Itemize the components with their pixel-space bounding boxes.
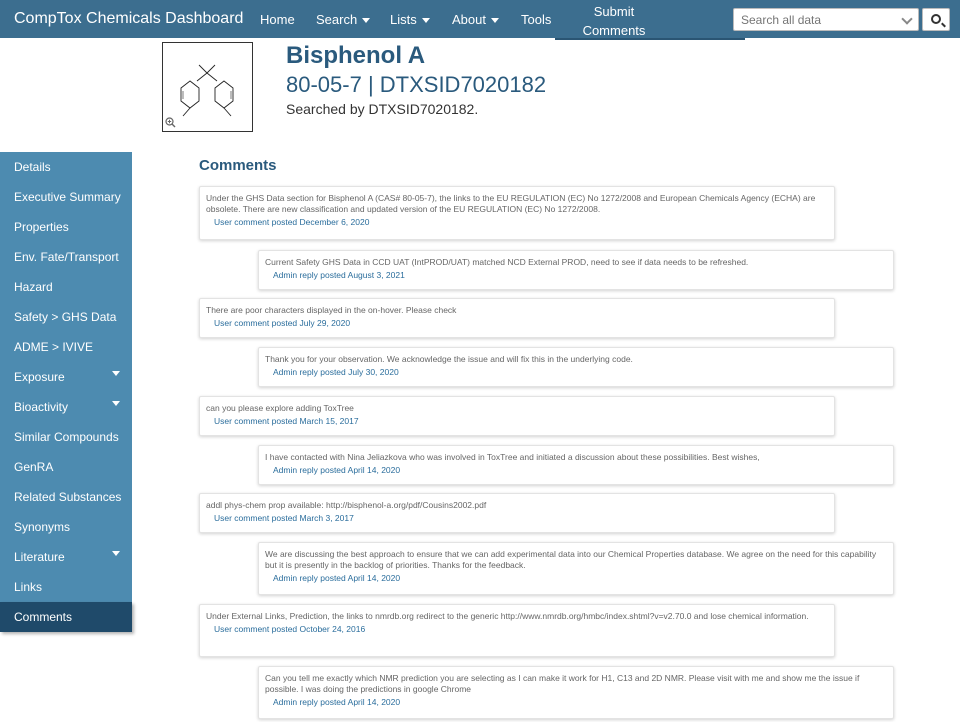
comment-meta: User comment posted March 3, 2017 bbox=[214, 513, 354, 523]
comment-text: Under the GHS Data section for Bisphenol A (CAS# 80-05-7), the links to the EU REGULATION (EC) No 1272/2008 and European Chemicals Agency (ECHA) are obsolete. There are new classification and updated version of the EU REGULATION (EC) No 1272/2008. bbox=[206, 193, 816, 214]
sidebar-item-label: Literature bbox=[14, 550, 65, 564]
reply-text: I have contacted with Nina Jeliazkova who was involved in ToxTree and initiated a discussion about these possibilities. Best wishes, bbox=[265, 452, 760, 462]
page-title: Bisphenol A bbox=[286, 42, 426, 69]
user-comment-card bbox=[199, 604, 835, 657]
search-input[interactable] bbox=[734, 9, 894, 30]
comment-meta: User comment posted July 29, 2020 bbox=[214, 318, 351, 328]
sidebar-item-label: ADME > IVIVE bbox=[14, 340, 94, 354]
sidebar-item-hazard[interactable] bbox=[0, 272, 132, 302]
sidebar-item-label: Hazard bbox=[14, 280, 53, 294]
reply-meta: Admin reply posted August 3, 2021 bbox=[273, 270, 405, 280]
sidebar-item-label: Bioactivity bbox=[14, 400, 69, 414]
sidebar-item-executive-summary[interactable] bbox=[0, 182, 132, 212]
reply-text: Can you tell me exactly which NMR prediction you are selecting as I can make it work for H1, C13 and 2D NMR. Please visit with me and show me the issue if possible. I was doing the predictions in google Chrome bbox=[265, 673, 860, 694]
sidebar-item-genra[interactable] bbox=[0, 452, 132, 482]
sidebar-item-label: Links bbox=[14, 580, 43, 594]
zoom-in-icon[interactable] bbox=[165, 117, 176, 128]
nav-lists-label: Lists bbox=[390, 12, 417, 27]
chevron-down-icon[interactable] bbox=[901, 13, 912, 24]
comment-text: addl phys-chem prop available: http://bisphenol-a.org/pdf/Cousins2002.pdf bbox=[206, 500, 487, 510]
sidebar-item-label: Synonyms bbox=[14, 520, 71, 534]
comment-text: There are poor characters displayed in the on-hover. Please check bbox=[206, 305, 457, 315]
sidebar-item-label: Details bbox=[14, 160, 51, 174]
chevron-down-icon bbox=[112, 401, 120, 406]
sidebar-item-synonyms[interactable] bbox=[0, 512, 132, 542]
sidebar-item-adme-ivive[interactable] bbox=[0, 332, 132, 362]
chemical-identifiers: 80-05-7 | DTXSID7020182 bbox=[286, 72, 547, 97]
comment-text: Under External Links, Prediction, the links to nmrdb.org redirect to the generic http://www.nmrdb.org/hmbc/index.shtml?v=v2.70.0 and lose chemical information. bbox=[206, 611, 809, 621]
reply-meta: Admin reply posted April 14, 2020 bbox=[273, 465, 401, 475]
sidebar-item-details[interactable] bbox=[0, 152, 132, 182]
sidebar-item-label: Similar Compounds bbox=[14, 430, 119, 444]
structure-drawing bbox=[163, 43, 252, 131]
chevron-down-icon bbox=[362, 18, 370, 23]
submit-comments-link[interactable] bbox=[555, 0, 745, 40]
reply-text: Current Safety GHS Data in CCD UAT (IntPROD/UAT) matched NCD External PROD, need to see if data needs to be refreshed. bbox=[265, 257, 749, 267]
sidebar-item-label: Env. Fate/Transport bbox=[14, 250, 119, 264]
search-button[interactable] bbox=[922, 8, 950, 31]
user-comment-card bbox=[199, 396, 835, 436]
sidebar-item-label: Executive Summary bbox=[14, 190, 121, 204]
comment-text: can you please explore adding ToxTree bbox=[206, 403, 354, 413]
sidebar-item-links[interactable] bbox=[0, 572, 132, 602]
nav-about-label: About bbox=[452, 12, 486, 27]
submit-line-1: Submit bbox=[593, 4, 635, 19]
reply-meta: Admin reply posted April 14, 2020 bbox=[273, 697, 401, 707]
chevron-down-icon bbox=[491, 18, 499, 23]
nav-tools-label: Tools bbox=[521, 12, 552, 27]
sidebar-item-exposure[interactable] bbox=[0, 362, 132, 392]
sidebar-item-env-fate[interactable] bbox=[0, 242, 132, 272]
submit-comments-label bbox=[581, 2, 647, 40]
reply-meta: Admin reply posted July 30, 2020 bbox=[273, 367, 399, 377]
submit-line-2: Comments bbox=[582, 23, 646, 38]
sidebar-item-literature[interactable] bbox=[0, 542, 132, 572]
sidebar-item-safety-ghs[interactable] bbox=[0, 302, 132, 332]
nav-lists-menu[interactable] bbox=[390, 12, 430, 27]
sidebar-item-label: Exposure bbox=[14, 370, 65, 384]
sidebar-item-similar-compounds[interactable] bbox=[0, 422, 132, 452]
brand-link[interactable]: CompTox Chemicals Dashboard bbox=[14, 10, 244, 27]
nav-about-menu[interactable] bbox=[452, 12, 499, 27]
nav-home[interactable]: Home bbox=[260, 12, 295, 27]
section-title: Comments bbox=[199, 157, 277, 174]
reply-meta: Admin reply posted April 14, 2020 bbox=[273, 573, 401, 583]
admin-reply-card bbox=[258, 347, 894, 387]
sidebar-item-label: Properties bbox=[14, 220, 69, 234]
chevron-down-icon bbox=[112, 551, 120, 556]
sidebar-item-bioactivity[interactable] bbox=[0, 392, 132, 422]
user-comment-card bbox=[199, 298, 835, 338]
admin-reply-card bbox=[258, 445, 894, 485]
search-box bbox=[733, 8, 919, 31]
chevron-down-icon bbox=[422, 18, 430, 23]
searched-by-text: Searched by DTXSID7020182. bbox=[286, 101, 479, 117]
chemical-structure-image[interactable] bbox=[162, 42, 253, 132]
nav-search-menu[interactable] bbox=[316, 12, 370, 27]
comment-meta: User comment posted March 15, 2017 bbox=[214, 416, 359, 426]
admin-reply-card bbox=[258, 542, 894, 595]
nav-search-label: Search bbox=[316, 12, 358, 27]
comment-meta: User comment posted October 24, 2016 bbox=[214, 624, 366, 634]
sidebar-item-label: Related Substances bbox=[14, 490, 122, 504]
chevron-down-icon bbox=[112, 371, 120, 376]
sidebar-item-related-substances[interactable] bbox=[0, 482, 132, 512]
user-comment-card bbox=[199, 186, 835, 240]
admin-reply-card bbox=[258, 250, 894, 290]
sidebar-item-comments[interactable] bbox=[0, 602, 132, 632]
sidebar-item-label: Comments bbox=[14, 610, 73, 624]
reply-text: Thank you for your observation. We acknowledge the issue and will fix this in the underlying code. bbox=[265, 354, 633, 364]
search-icon bbox=[931, 14, 941, 24]
sidebar-item-label: Safety > GHS Data bbox=[14, 310, 117, 324]
comment-meta: User comment posted December 6, 2020 bbox=[214, 217, 370, 227]
sidebar-item-label: GenRA bbox=[14, 460, 54, 474]
admin-reply-card bbox=[258, 666, 894, 719]
sidebar-item-properties[interactable] bbox=[0, 212, 132, 242]
reply-text: We are discussing the best approach to ensure that we can add experimental data into our Chemical Properties database. We agree on the need for this capability but it is presently in the backlog of priorities. Thanks for the feedback. bbox=[265, 549, 877, 570]
sidebar bbox=[0, 152, 132, 632]
user-comment-card bbox=[199, 493, 835, 533]
